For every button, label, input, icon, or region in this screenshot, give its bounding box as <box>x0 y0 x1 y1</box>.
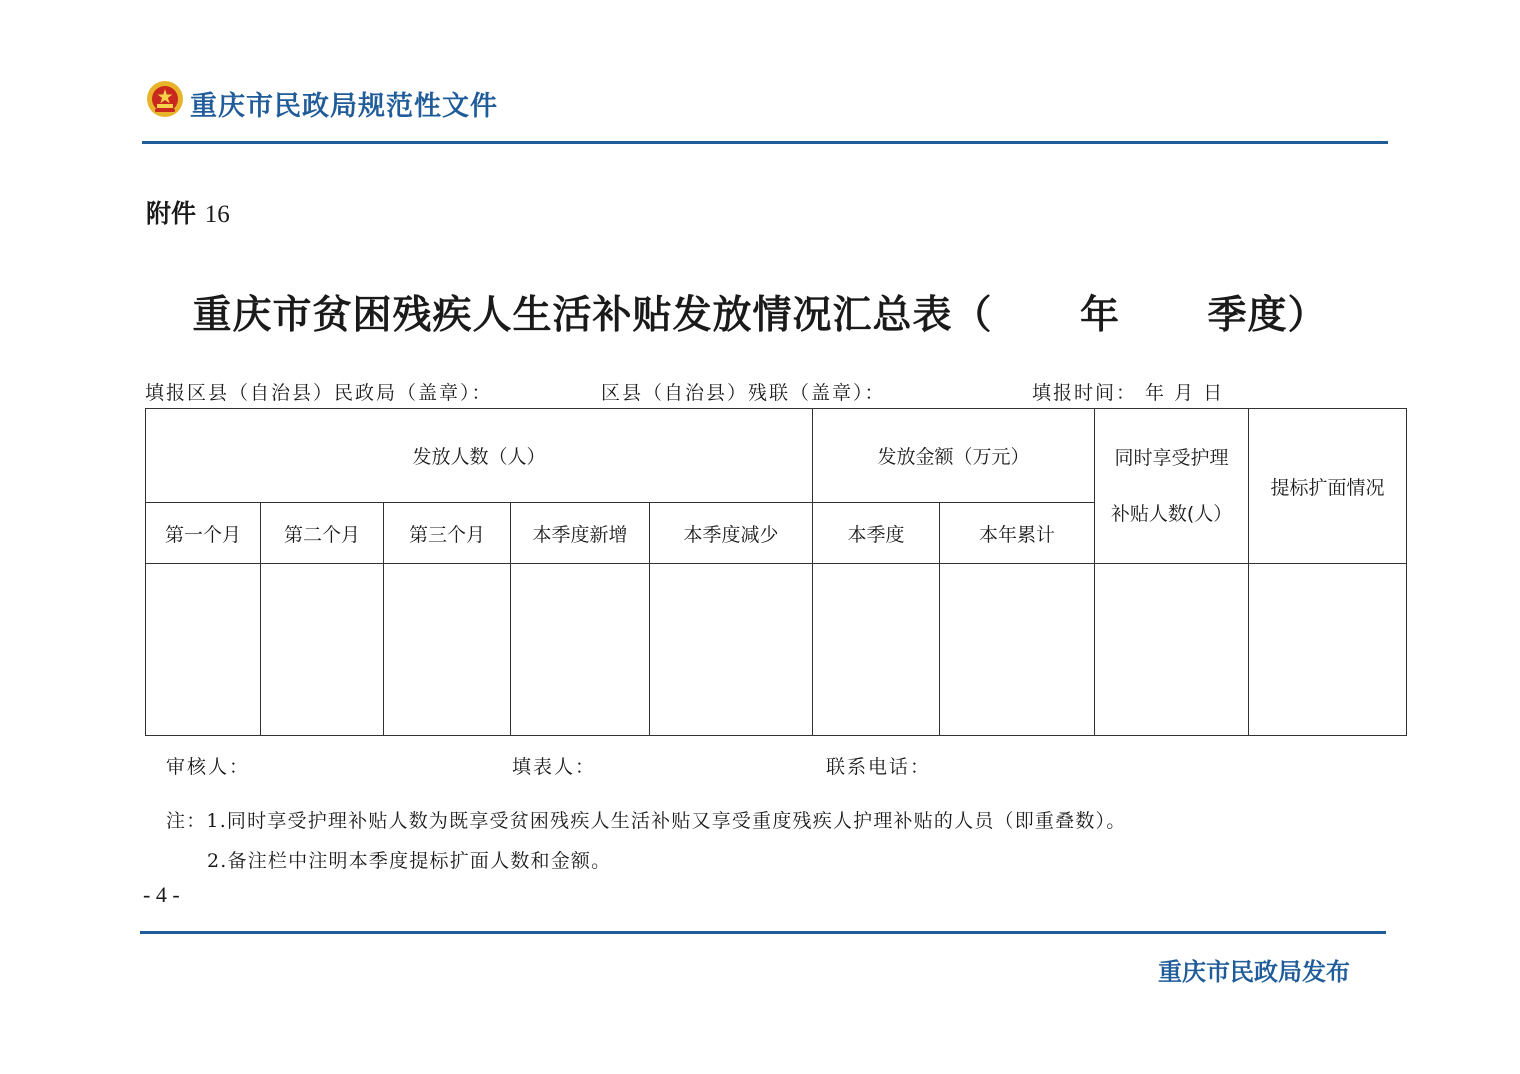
fill-time-field: 填报时间： 年 月 日 <box>1032 382 1225 404</box>
footer-divider <box>140 931 1386 934</box>
attachment-label <box>146 194 230 230</box>
attachment-text: 附件 <box>146 199 197 228</box>
document-title: 重庆市贫困残疾人生活补贴发放情况汇总表（ 年 季度） <box>192 292 1328 338</box>
nursing-header-line-2: 补贴人数(人） <box>1110 503 1233 525</box>
data-cell-quarter-amount[interactable] <box>813 564 940 736</box>
district-disabled-federation-stamp-field: 区县（自治县）残联（盖章）： <box>601 382 886 404</box>
data-cell-month-3[interactable] <box>384 564 511 736</box>
reviewer-field: 审核人： <box>166 756 251 778</box>
page-number: - 4 - <box>143 882 180 907</box>
data-cell-month-2[interactable] <box>261 564 384 736</box>
header-expansion-status: 提标扩面情况 <box>1249 409 1407 564</box>
subheader-month-1: 第一个月 <box>146 503 261 564</box>
note-1: 注：1.同时享受护理补贴人数为既享受贫困残疾人生活补贴又享受重度残疾人护理补贴的人员（即重叠数）。 <box>166 810 1127 832</box>
phone-field: 联系电话： <box>826 756 932 778</box>
data-cell-expansion[interactable] <box>1249 564 1407 736</box>
footer-publisher: 重庆市民政局发布 <box>1158 958 1350 986</box>
subheader-month-3: 第三个月 <box>384 503 511 564</box>
data-cell-quarter-new[interactable] <box>511 564 650 736</box>
subheader-quarter-reduced: 本季度减少 <box>650 503 813 564</box>
header-title: 重庆市民政局规范性文件 <box>190 91 498 122</box>
header-nursing-subsidy-count <box>1095 409 1249 564</box>
data-cell-nursing-subsidy[interactable] <box>1095 564 1249 736</box>
subheader-quarter-new: 本季度新增 <box>511 503 650 564</box>
national-emblem-icon <box>146 80 184 118</box>
data-cell-month-1[interactable] <box>146 564 261 736</box>
district-civil-affairs-stamp-field: 填报区县（自治县）民政局（盖章）： <box>145 382 493 404</box>
nursing-header-line-1: 同时享受护理 <box>1114 447 1229 469</box>
note-2: 2.备注栏中注明本季度提标扩面人数和金额。 <box>207 850 612 872</box>
subheader-month-2: 第二个月 <box>261 503 384 564</box>
subheader-year-cumulative: 本年累计 <box>940 503 1095 564</box>
subheader-quarter-amount: 本季度 <box>813 503 940 564</box>
attachment-number: 16 <box>204 201 230 228</box>
summary-table <box>145 408 1406 736</box>
header-divider <box>142 141 1388 144</box>
data-cell-quarter-reduced[interactable] <box>650 564 813 736</box>
filler-field: 填表人： <box>512 756 597 778</box>
header-amount: 发放金额（万元） <box>813 409 1095 503</box>
header-people-count: 发放人数（人） <box>146 409 813 503</box>
data-cell-year-cumulative[interactable] <box>940 564 1095 736</box>
